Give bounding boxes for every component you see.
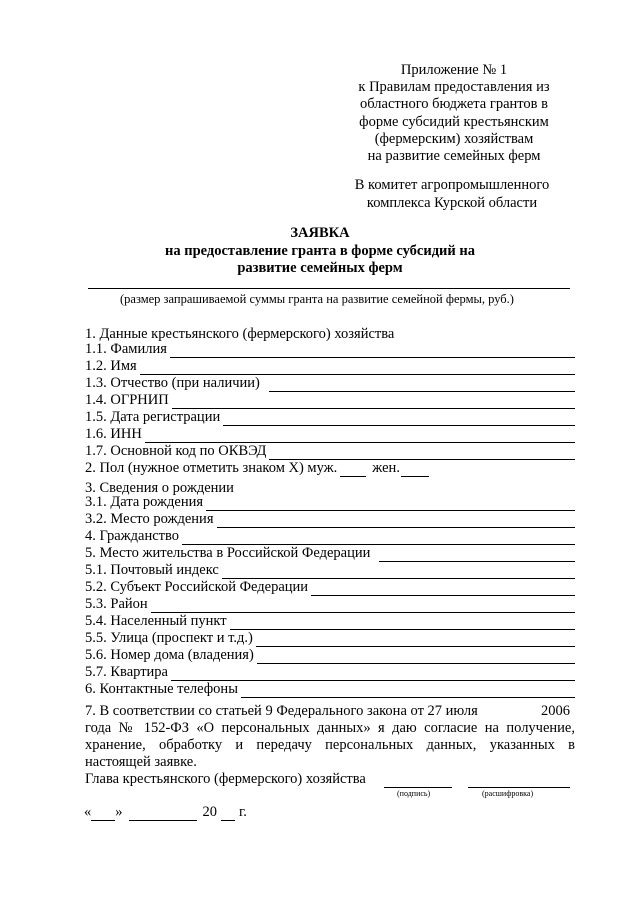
committee-line: В комитет агропромышленного <box>354 177 550 193</box>
field-district <box>85 596 575 613</box>
field-label: 5.2. Субъект Российской Федерации <box>85 579 309 595</box>
field-blank[interactable] <box>222 565 575 579</box>
year-prefix: 20 <box>202 804 217 820</box>
field-label: 3.2. Место рождения <box>85 511 214 527</box>
gender-female-blank[interactable] <box>401 463 429 477</box>
field-citizenship <box>85 528 575 545</box>
field-label: 1.5. Дата регистрации <box>85 409 221 425</box>
field-birth-place <box>85 511 575 528</box>
gender-male-blank[interactable] <box>340 463 366 477</box>
amount-field[interactable] <box>88 288 570 289</box>
header-line: Приложение № 1 <box>400 62 508 78</box>
field-blank[interactable] <box>206 497 575 511</box>
decode-caption: (расшифровка) <box>482 789 534 798</box>
field-label: 5.5. Улица (проспект и т.д.) <box>85 630 253 646</box>
title-sub: развитие семейных ферм <box>237 260 403 276</box>
field-label: 1.7. Основной код по ОКВЭД <box>85 443 267 459</box>
field-blank[interactable] <box>170 344 575 358</box>
consent-line-1: 7. В соответствии со статьей 9 Федерального закона от 27 июля <box>85 703 478 719</box>
consent-year: 2006 <box>541 703 570 719</box>
committee-address <box>322 176 582 212</box>
field-apartment <box>85 664 575 681</box>
title-main: ЗАЯВКА <box>290 225 350 241</box>
field-blank[interactable] <box>140 361 575 375</box>
title-sub: на предоставление гранта в форме субсидий на <box>164 242 475 259</box>
field-blank[interactable] <box>269 378 575 392</box>
field-blank[interactable] <box>223 412 575 426</box>
field-blank[interactable] <box>379 548 575 562</box>
amount-caption: (размер запрашиваемой суммы гранта на развитие семейной фермы, руб.) <box>120 292 514 306</box>
field-locality <box>85 613 575 630</box>
header-line: к Правилам предоставления из <box>358 79 550 96</box>
gender-label: 2. Пол (нужное отметить знаком Х) муж. <box>85 460 338 476</box>
year-field[interactable] <box>221 807 235 821</box>
section-3-heading: 3. Сведения о рождении <box>85 480 234 496</box>
date-line <box>84 804 247 821</box>
field-label: 1.1. Фамилия <box>85 341 167 357</box>
field-label: 1.4. ОГРНИП <box>85 392 169 408</box>
field-label: 5.7. Квартира <box>85 664 168 680</box>
signature-field[interactable] <box>384 787 452 788</box>
field-label: 5.4. Населенный пункт <box>85 613 227 629</box>
field-registration-date <box>85 409 575 426</box>
signature-label: Глава крестьянского (фермерского) хозяйства <box>85 771 366 787</box>
field-blank[interactable] <box>241 684 575 698</box>
field-ogrnip <box>85 392 575 409</box>
field-blank[interactable] <box>182 531 575 545</box>
field-label: 3.1. Дата рождения <box>85 494 204 510</box>
field-blank[interactable] <box>311 582 575 596</box>
field-label: 1.2. Имя <box>85 358 137 374</box>
committee-line: комплекса Курской области <box>366 195 538 211</box>
field-label: 1.3. Отчество (при наличии) <box>85 375 260 391</box>
field-blank[interactable] <box>145 429 575 443</box>
field-label: 5.1. Почтовый индекс <box>85 562 219 578</box>
signature-caption: (подпись) <box>397 789 431 798</box>
day-field[interactable] <box>91 807 115 821</box>
field-okved <box>85 443 575 460</box>
field-blank[interactable] <box>256 633 575 647</box>
field-blank[interactable] <box>257 650 575 664</box>
field-label: 1.6. ИНН <box>85 426 142 442</box>
field-gender <box>85 460 575 477</box>
field-phones <box>85 681 575 698</box>
field-label: 6. Контактные телефоны <box>85 681 238 697</box>
field-region <box>85 579 575 596</box>
month-field[interactable] <box>129 807 197 821</box>
field-inn <box>85 426 575 443</box>
field-label: 4. Гражданство <box>85 528 180 544</box>
field-blank[interactable] <box>172 395 575 409</box>
consent-text: года № 152-ФЗ «О персональных данных» я даю согласие на получение, хранение, обработку и передачу персональных данных, указанных в настоящей заявке. <box>85 720 575 770</box>
header-line: (фермерским) хозяйствам <box>374 130 534 147</box>
field-label: 5.3. Район <box>85 596 148 612</box>
field-residence <box>85 545 575 562</box>
field-blank[interactable] <box>151 599 575 613</box>
field-birth-date <box>85 494 575 511</box>
field-label: 5. Место жительства в Российской Федерации <box>85 545 371 561</box>
field-blank[interactable] <box>171 667 575 681</box>
field-patronymic <box>85 375 575 392</box>
document-title <box>90 225 550 278</box>
field-surname <box>85 341 575 358</box>
field-house-number <box>85 647 575 664</box>
appendix-header <box>324 62 584 165</box>
section-1-heading: 1. Данные крестьянского (фермерского) хозяйства <box>85 326 395 342</box>
field-name <box>85 358 575 375</box>
header-line: форме субсидий крестьянским <box>359 113 549 130</box>
header-line: областного бюджета грантов в <box>360 96 548 113</box>
date-close-quote: » <box>115 804 123 820</box>
header-line: на развитие семейных ферм <box>367 148 541 165</box>
field-blank[interactable] <box>269 446 575 460</box>
year-suffix: г. <box>239 804 247 820</box>
field-street <box>85 630 575 647</box>
field-label: 5.6. Номер дома (владения) <box>85 647 254 663</box>
field-postal-code <box>85 562 575 579</box>
date-open-quote: « <box>84 804 92 820</box>
gender-female-label: жен. <box>372 460 400 476</box>
field-blank[interactable] <box>230 616 575 630</box>
signature-decode-field[interactable] <box>468 787 570 788</box>
field-blank[interactable] <box>217 514 576 528</box>
